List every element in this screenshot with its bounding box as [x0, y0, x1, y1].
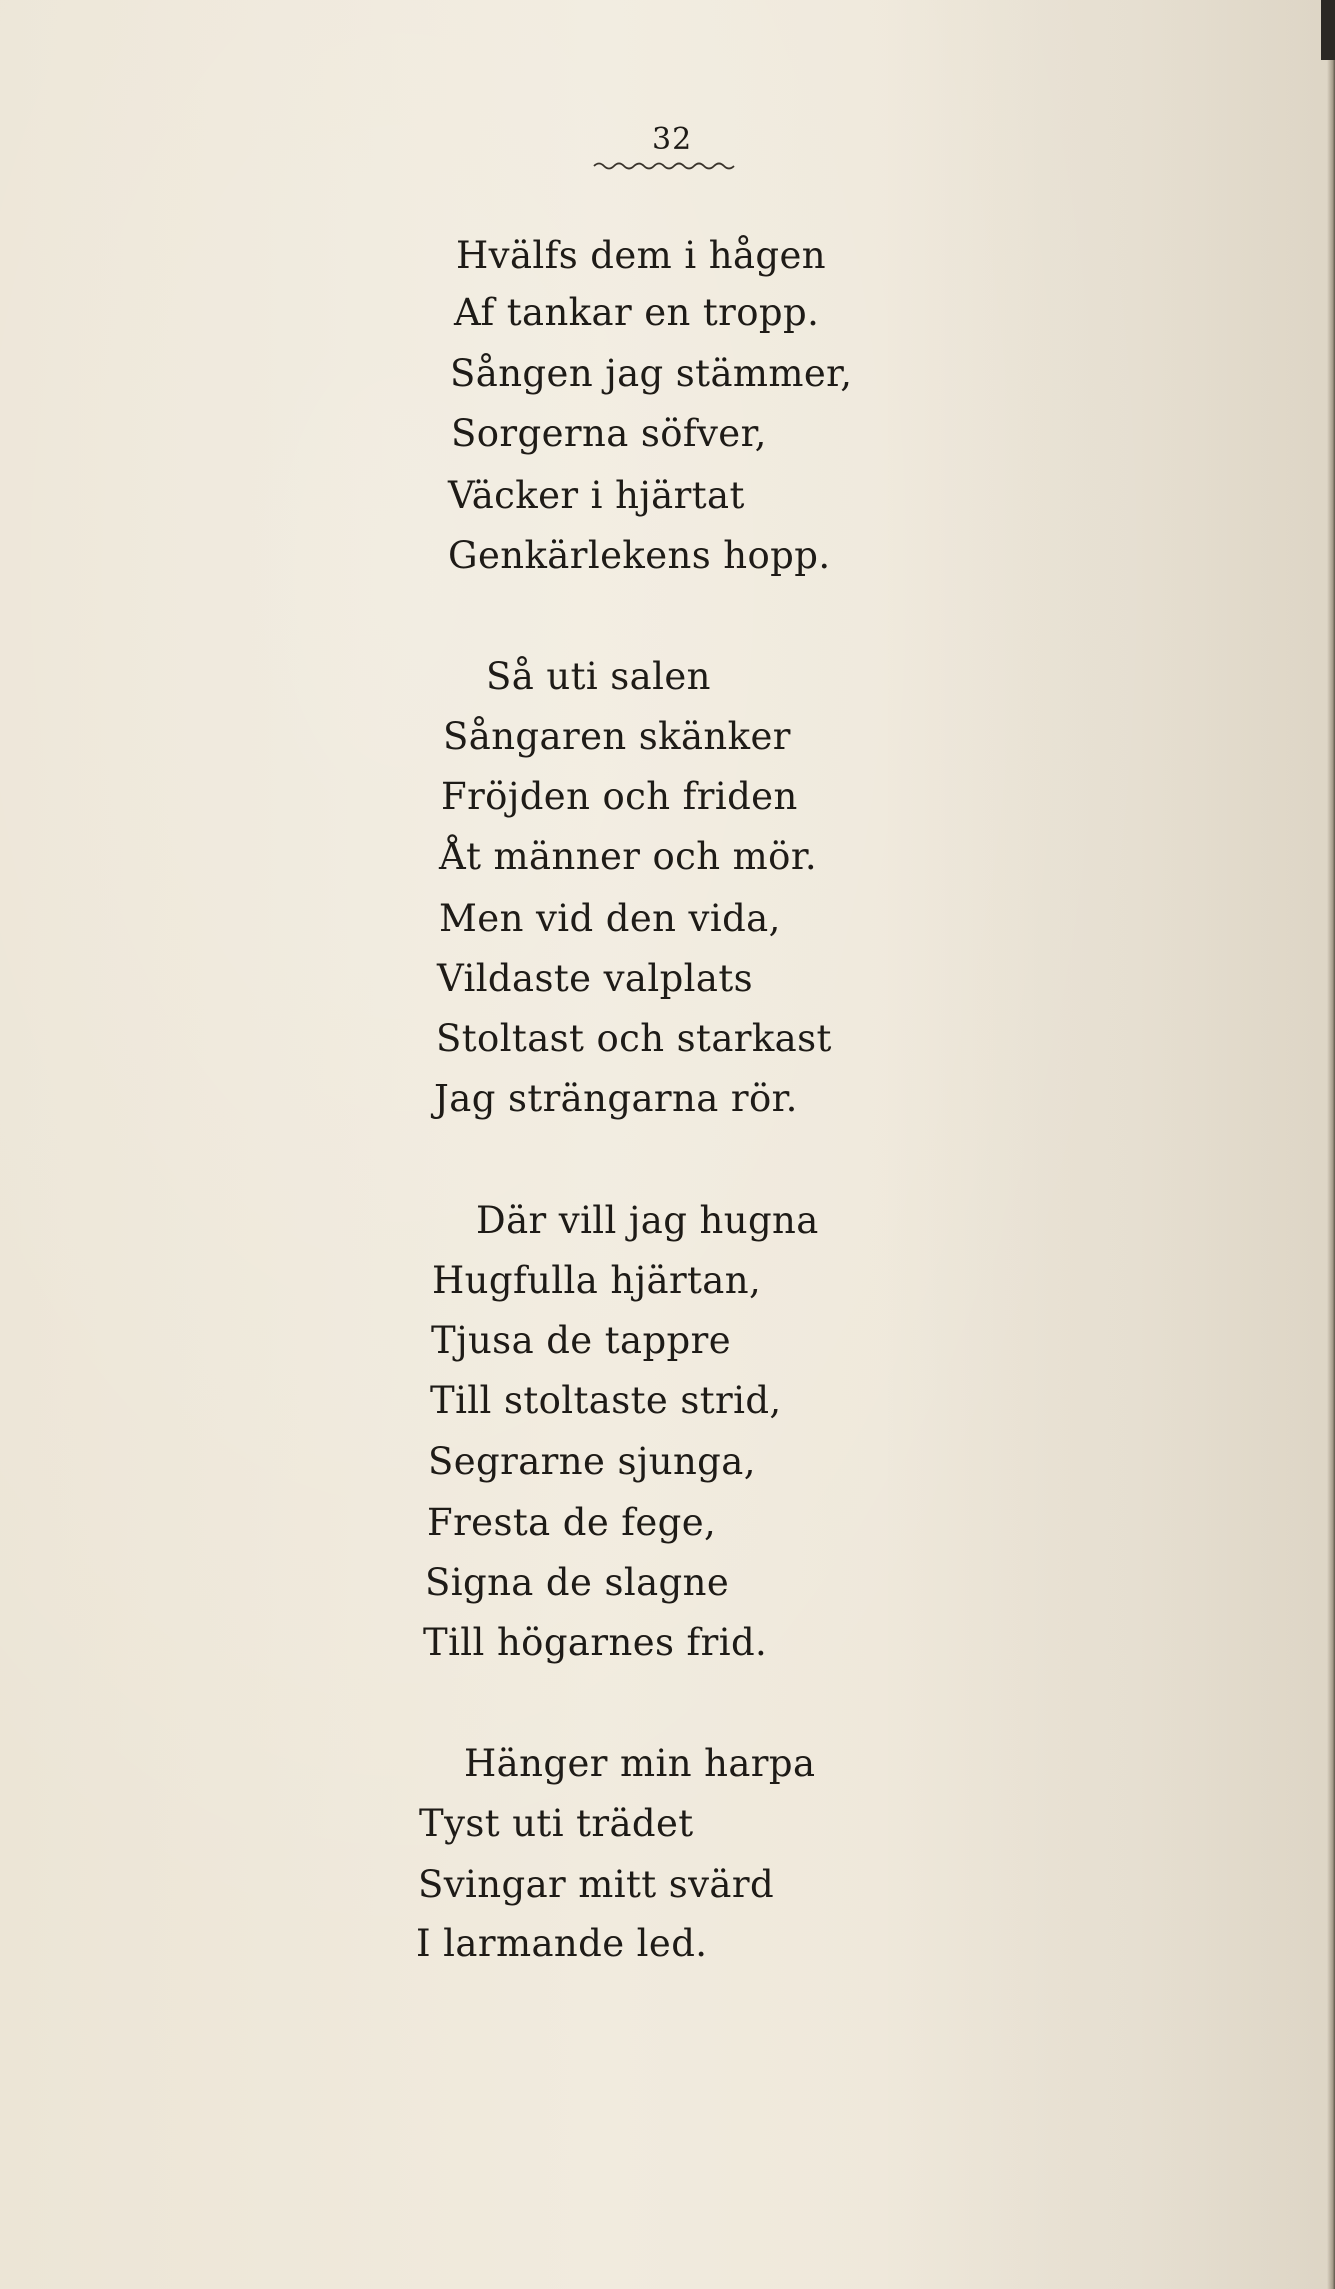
poem-line: Tjusa de tappre: [431, 1319, 732, 1362]
poem-line: Hvälfs dem i hågen: [456, 234, 827, 277]
poem-line: Där vill jag hugna: [476, 1199, 819, 1242]
page-number: 32: [652, 122, 693, 157]
poem-line: I larmande led.: [416, 1922, 708, 1965]
poem-line: Genkärlekens hopp.: [448, 534, 831, 577]
poem-line: Hänger min harpa: [464, 1742, 816, 1785]
poem-line: Till högarnes frid.: [423, 1621, 768, 1664]
poem-line: Signa de slagne: [425, 1561, 730, 1604]
poem-line: Svingar mitt svärd: [418, 1863, 775, 1906]
poem-line: Vildaste valplats: [437, 957, 754, 1000]
poem-line: Sorgerna söfver,: [451, 412, 767, 455]
poem-line: Segrarne sjunga,: [428, 1440, 756, 1483]
poem-line: Sången jag stämmer,: [450, 352, 853, 395]
poem-line: Stoltast och starkast: [436, 1017, 832, 1060]
poem-line: Tyst uti trädet: [419, 1802, 694, 1845]
poem-line: Sångaren skänker: [443, 715, 791, 758]
poem-line: Till stoltaste strid,: [430, 1379, 782, 1422]
poem-line: Men vid den vida,: [439, 897, 781, 940]
poem-line: Hugfulla hjärtan,: [432, 1259, 762, 1302]
poem-line: Jag strängarna rör.: [434, 1077, 798, 1120]
poem-line: Åt männer och mör.: [439, 835, 818, 878]
poem-line: Af tankar en tropp.: [454, 291, 820, 334]
poem-line: Fröjden och friden: [441, 775, 798, 818]
poem-line: Så uti salen: [486, 655, 711, 698]
poem-line: Väcker i hjärtat: [448, 474, 745, 517]
poem-line: Fresta de fege,: [427, 1501, 717, 1544]
